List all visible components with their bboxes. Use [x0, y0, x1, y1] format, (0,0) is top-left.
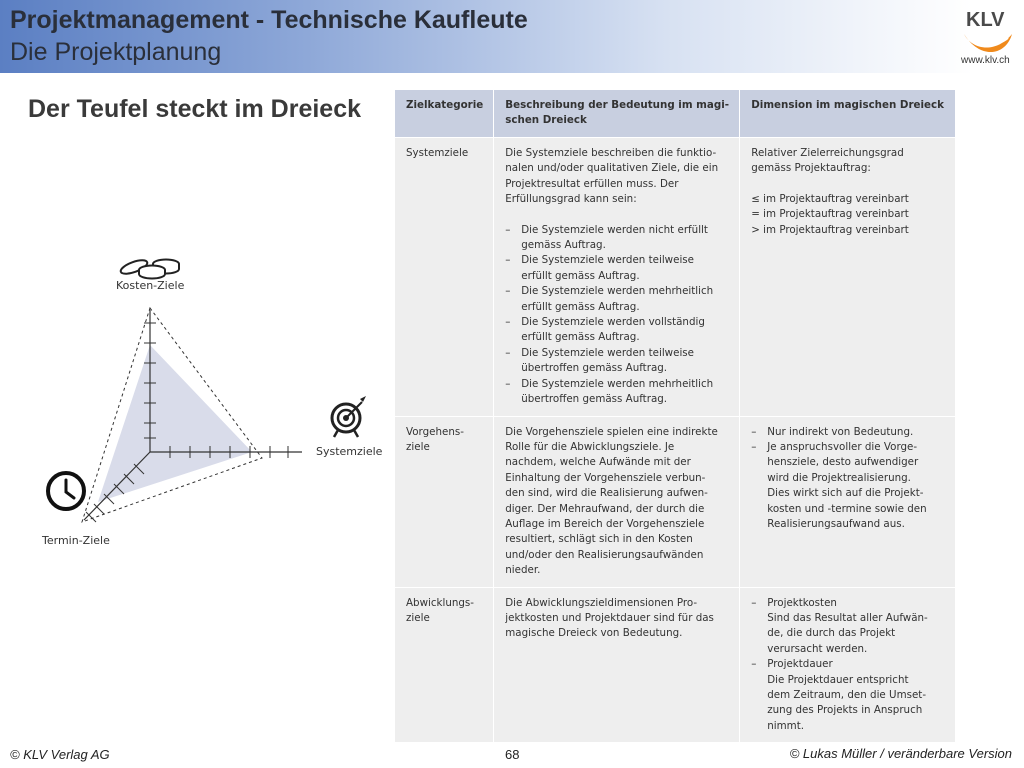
cell-description: [494, 138, 740, 417]
list-item: – Die Systemziele werden nicht erfüllt gemäss Auftrag.: [505, 223, 729, 254]
description-intro: Die Systemziele beschreiben die funktio- nalen und/oder qualitativen Ziele, die ein Projektresultat erfüllen muss. Der Erfüllungsgrad kann sein:: [505, 147, 719, 206]
cell-category: Systemziele: [395, 138, 494, 417]
dimension-list: [751, 425, 945, 533]
label-termin-ziele: Termin-Ziele: [42, 534, 110, 547]
header-beschreibung: Beschreibung der Bedeutung im magi- schen Dreieck: [494, 90, 740, 138]
list-item: – Die Systemziele werden vollständig erfüllt gemäss Auftrag.: [505, 315, 729, 346]
list-item: – Projektdauer Die Projektdauer entspricht dem Zeitraum, den die Umset- zung des Projekts in Anspruch nimmt.: [751, 657, 945, 734]
magic-triangle-diagram: [20, 240, 390, 560]
target-icon: [332, 396, 366, 437]
coins-icon: [119, 258, 179, 279]
dimension-lines: ≤ im Projektauftrag vereinbart = im Projektauftrag vereinbart > im Projektauftrag vereinbart: [751, 192, 909, 236]
dimension-intro: Relativer Zielerreichungsgrad gemäss Projektauftrag:: [751, 147, 904, 175]
list-item: – Nur indirekt von Bedeutung.: [751, 425, 945, 440]
header-zielkategorie: Zielkategorie: [395, 90, 494, 138]
slide-title: Der Teufel steckt im Dreieck: [28, 95, 362, 123]
cell-category: Abwicklungs- ziele: [395, 587, 494, 742]
presentation-subtitle: Die Projektplanung: [10, 38, 222, 66]
header-bar: [0, 0, 1024, 73]
triangle-area: [98, 345, 252, 502]
clock-icon: [48, 473, 84, 509]
cell-description: Die Vorgehensziele spielen eine indirekte Rolle für die Abwicklungsziele. Je nachdem, welche Aufwände mit der Einhaltung der Vorgehensziele verbun- den sind, wird die Realisierung aufwen- diger. Der Mehraufwand, der durch die Auflage im Bereich der Vorgehensziele resultiert, schlägt sich in den Kosten und/oder den Realisierungsaufwänden nieder.: [494, 416, 740, 587]
table-row: [395, 416, 955, 587]
footer-copyright: © KLV Verlag AG: [10, 747, 110, 762]
footer-author: © Lukas Müller / veränderbare Version: [789, 746, 1012, 761]
table-row: [395, 138, 955, 417]
cell-dimension: [740, 416, 955, 587]
cell-description: Die Abwicklungszieldimensionen Pro- jektkosten und Projektdauer sind für das magische Dreieck von Bedeutung.: [494, 587, 740, 742]
dimension-list: [751, 596, 945, 735]
svg-text:KLV: KLV: [966, 9, 1005, 31]
label-systemziele: Systemziele: [316, 445, 383, 458]
list-item: – Projektkosten Sind das Resultat aller Aufwän- de, die durch das Projekt verursacht werden.: [751, 596, 945, 658]
cell-dimension: [740, 138, 955, 417]
list-item: – Die Systemziele werden mehrheitlich erfüllt gemäss Auftrag.: [505, 284, 729, 315]
list-item: – Die Systemziele werden teilweise erfüllt gemäss Auftrag.: [505, 253, 729, 284]
presentation-title: Projektmanagement - Technische Kaufleute: [10, 6, 528, 34]
logo-url: www.klv.ch: [961, 55, 1010, 66]
goals-table: [395, 90, 955, 742]
header-dimension: Dimension im magischen Dreieck: [740, 90, 955, 138]
page-number: 68: [505, 747, 520, 762]
table-header-row: [395, 90, 955, 138]
cell-category: Vorgehens- ziele: [395, 416, 494, 587]
table-row: [395, 587, 955, 742]
list-item: – Die Systemziele werden mehrheitlich übertroffen gemäss Auftrag.: [505, 377, 729, 408]
description-list: [505, 223, 729, 408]
list-item: – Je anspruchsvoller die Vorge- hensziele, desto aufwendiger wird die Projektrealisierung. Dies wirkt sich auf die Projekt- kosten und -termine sowie den Realisierungsaufwand aus.: [751, 440, 945, 532]
label-kosten-ziele: Kosten-Ziele: [116, 279, 185, 292]
cell-dimension: [740, 587, 955, 742]
list-item: – Die Systemziele werden teilweise übertroffen gemäss Auftrag.: [505, 346, 729, 377]
